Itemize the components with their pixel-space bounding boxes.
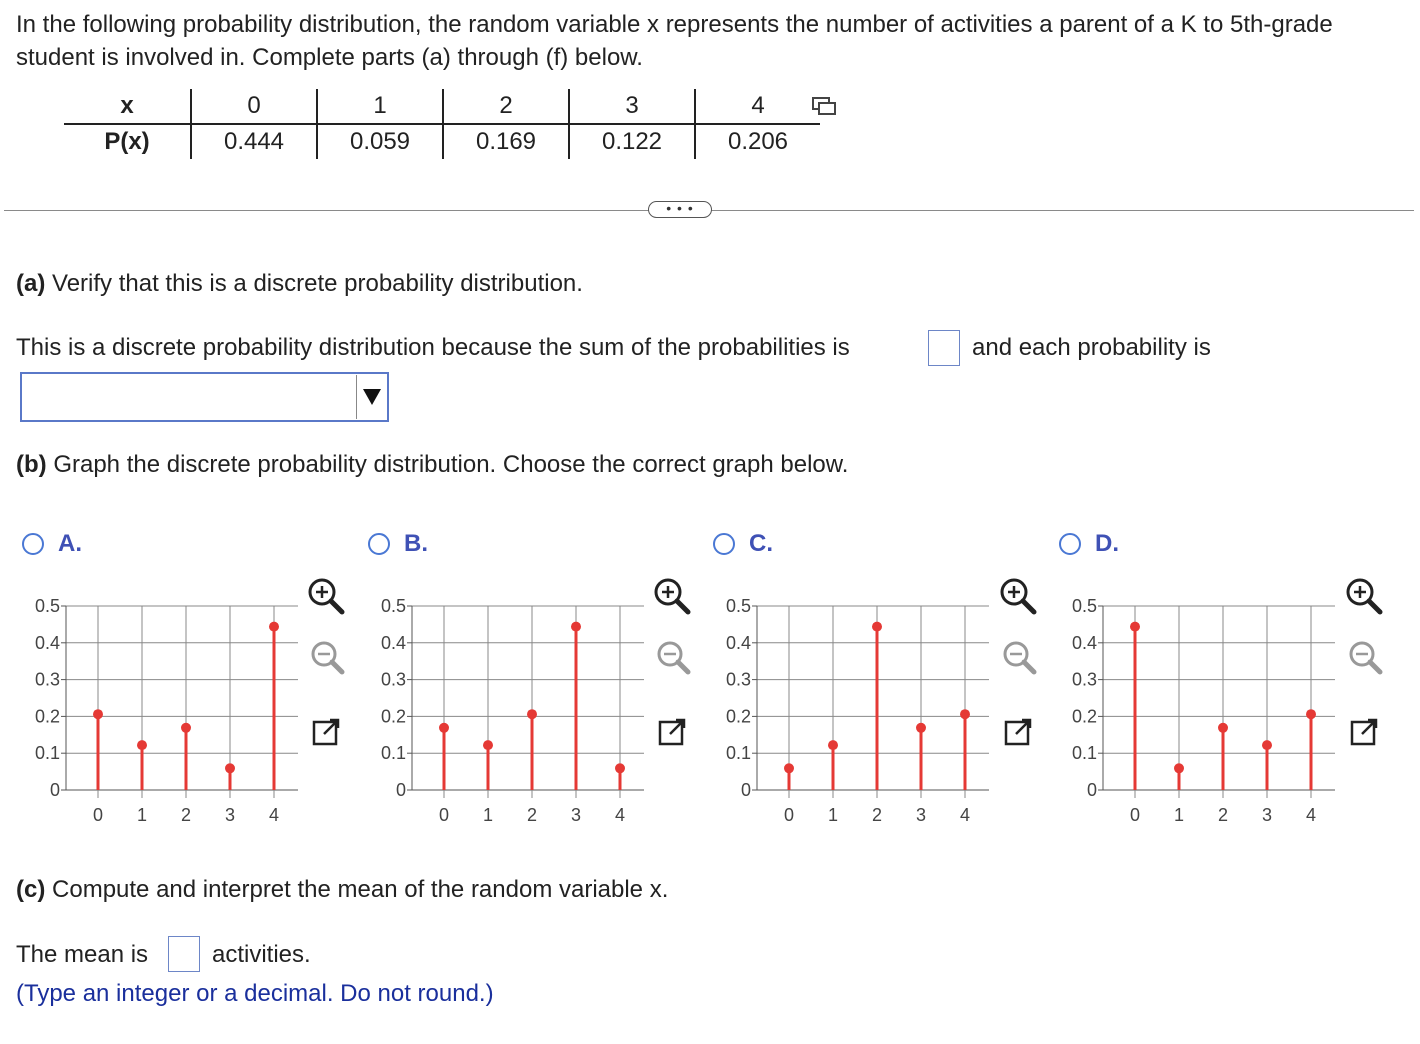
probability-point [872, 622, 882, 632]
dropdown-arrow-icon[interactable] [356, 375, 386, 419]
probability-point [483, 740, 493, 750]
x-tick-label: 3 [1261, 805, 1273, 825]
input-hint: (Type an integer or a decimal. Do not round.) [16, 980, 494, 1007]
probability-point [1130, 622, 1140, 632]
x-tick-label: 0 [438, 805, 450, 825]
x-tick-label: 0 [783, 805, 795, 825]
px-value: 0.059 [317, 124, 443, 159]
part-b-label: (b) [16, 451, 47, 478]
option-b-chart [376, 590, 651, 832]
x-value: 2 [443, 89, 569, 124]
y-tick-label: 0.3 [34, 669, 60, 690]
zoom-in-icon[interactable] [1342, 575, 1386, 619]
x-tick-label: 1 [482, 805, 494, 825]
option-b-radio[interactable] [368, 533, 390, 555]
distribution-table [64, 89, 820, 159]
part-b-text: Graph the discrete probability distribution. Choose the correct graph below. [53, 451, 849, 478]
probability-point [269, 622, 279, 632]
x-tick-label: 4 [614, 805, 626, 825]
option-b-label[interactable]: B. [404, 530, 428, 557]
x-tick-label: 3 [570, 805, 582, 825]
probability-point [916, 723, 926, 733]
px-header: P(x) [104, 128, 150, 155]
x-tick-label: 4 [268, 805, 280, 825]
zoom-out-icon[interactable] [996, 636, 1040, 680]
mean-prefix: The mean is [16, 941, 149, 968]
probability-point [1218, 723, 1228, 733]
x-tick-label: 4 [959, 805, 971, 825]
mean-suffix: activities. [212, 941, 311, 968]
chart-svg [721, 590, 996, 825]
x-tick-label: 2 [1217, 805, 1229, 825]
chart-svg [30, 590, 305, 825]
option-c-radio[interactable] [713, 533, 735, 555]
probability-point [1306, 709, 1316, 719]
x-tick-label: 2 [871, 805, 883, 825]
probability-point [93, 709, 103, 719]
y-tick-label: 0.3 [1071, 669, 1097, 690]
part-a-text: Verify that this is a discrete probability distribution. [52, 270, 583, 297]
option-c-label[interactable]: C. [749, 530, 773, 557]
probability-point [828, 740, 838, 750]
option-d-chart [1067, 590, 1342, 832]
y-tick-label: 0.5 [380, 596, 406, 616]
zoom-in-icon[interactable] [304, 575, 348, 619]
y-tick-label: 0.1 [380, 743, 406, 764]
y-tick-label: 0.5 [725, 596, 751, 616]
option-a-chart [30, 590, 305, 832]
x-tick-label: 3 [224, 805, 236, 825]
zoom-out-icon[interactable] [304, 636, 348, 680]
part-a-label: (a) [16, 270, 46, 297]
probability-point [439, 723, 449, 733]
px-value: 0.444 [191, 124, 317, 159]
open-in-new-window-icon[interactable] [304, 710, 348, 754]
chart-svg [1067, 590, 1342, 825]
part-a-sentence-start: This is a discrete probability distribution because the sum of the probabilities is [16, 334, 850, 361]
part-c-title [16, 876, 668, 904]
x-value: 0 [191, 89, 317, 124]
option-c-chart [721, 590, 996, 832]
y-tick-label: 0.2 [34, 706, 60, 727]
x-value: 3 [569, 89, 695, 124]
option-a-label[interactable]: A. [58, 530, 82, 557]
option-d-radio[interactable] [1059, 533, 1081, 555]
y-tick-label: 0.5 [34, 596, 60, 616]
x-tick-label: 1 [136, 805, 148, 825]
x-tick-label: 1 [827, 805, 839, 825]
y-tick-label: 0.4 [380, 632, 406, 653]
y-tick-label: 0.1 [725, 743, 751, 764]
px-value: 0.122 [569, 124, 695, 159]
px-value: 0.169 [443, 124, 569, 159]
x-tick-label: 2 [526, 805, 538, 825]
probability-point [137, 740, 147, 750]
x-value: 1 [317, 89, 443, 124]
part-a-title [16, 270, 583, 298]
part-b-title [16, 451, 848, 479]
open-in-new-window-icon[interactable] [650, 710, 694, 754]
sum-answer-input[interactable] [928, 330, 960, 366]
y-tick-label: 0.3 [725, 669, 751, 690]
y-tick-label: 0.4 [725, 632, 751, 653]
y-tick-label: 0.5 [1071, 596, 1097, 616]
option-a-radio[interactable] [22, 533, 44, 555]
mean-answer-input[interactable] [168, 936, 200, 972]
zoom-in-icon[interactable] [996, 575, 1040, 619]
probability-point [615, 763, 625, 773]
y-tick-label: 0.2 [725, 706, 751, 727]
y-tick-label: 0.1 [34, 743, 60, 764]
zoom-out-icon[interactable] [650, 636, 694, 680]
probability-point [571, 622, 581, 632]
open-in-new-window-icon[interactable] [1342, 710, 1386, 754]
y-tick-label: 0.2 [1071, 706, 1097, 727]
probability-point [1262, 740, 1272, 750]
x-tick-label: 4 [1305, 805, 1317, 825]
probability-point [960, 709, 970, 719]
probability-property-dropdown[interactable] [20, 372, 389, 422]
x-tick-label: 2 [180, 805, 192, 825]
y-tick-label: 0.4 [34, 632, 60, 653]
zoom-in-icon[interactable] [650, 575, 694, 619]
show-more-button[interactable]: • • • [648, 201, 712, 218]
px-value: 0.206 [695, 124, 820, 159]
zoom-out-icon[interactable] [1342, 636, 1386, 680]
probability-point [225, 763, 235, 773]
problem-intro: In the following probability distribution, the random variable x represents the number of activities a parent of a K to 5th-grade student is involved in. Complete parts (a) through (f) below. [16, 11, 1333, 71]
copy-table-icon[interactable] [811, 95, 837, 115]
y-tick-label: 0 [1086, 780, 1097, 800]
part-c-label: (c) [16, 876, 46, 903]
x-tick-label: 1 [1173, 805, 1185, 825]
probability-point [181, 723, 191, 733]
x-tick-label: 3 [915, 805, 927, 825]
x-value: 4 [695, 89, 820, 124]
y-tick-label: 0.3 [380, 669, 406, 690]
y-tick-label: 0 [395, 780, 406, 800]
open-in-new-window-icon[interactable] [996, 710, 1040, 754]
chart-svg [376, 590, 651, 825]
y-tick-label: 0 [49, 780, 60, 800]
y-tick-label: 0.4 [1071, 632, 1097, 653]
part-c-text: Compute and interpret the mean of the random variable x. [52, 876, 669, 903]
probability-point [1174, 763, 1184, 773]
x-tick-label: 0 [1129, 805, 1141, 825]
y-tick-label: 0 [740, 780, 751, 800]
probability-point [784, 763, 794, 773]
probability-point [527, 709, 537, 719]
x-tick-label: 0 [92, 805, 104, 825]
x-header: x [64, 89, 191, 124]
y-tick-label: 0.1 [1071, 743, 1097, 764]
option-d-label[interactable]: D. [1095, 530, 1119, 557]
y-tick-label: 0.2 [380, 706, 406, 727]
part-a-sentence-end: and each probability is [972, 334, 1211, 361]
